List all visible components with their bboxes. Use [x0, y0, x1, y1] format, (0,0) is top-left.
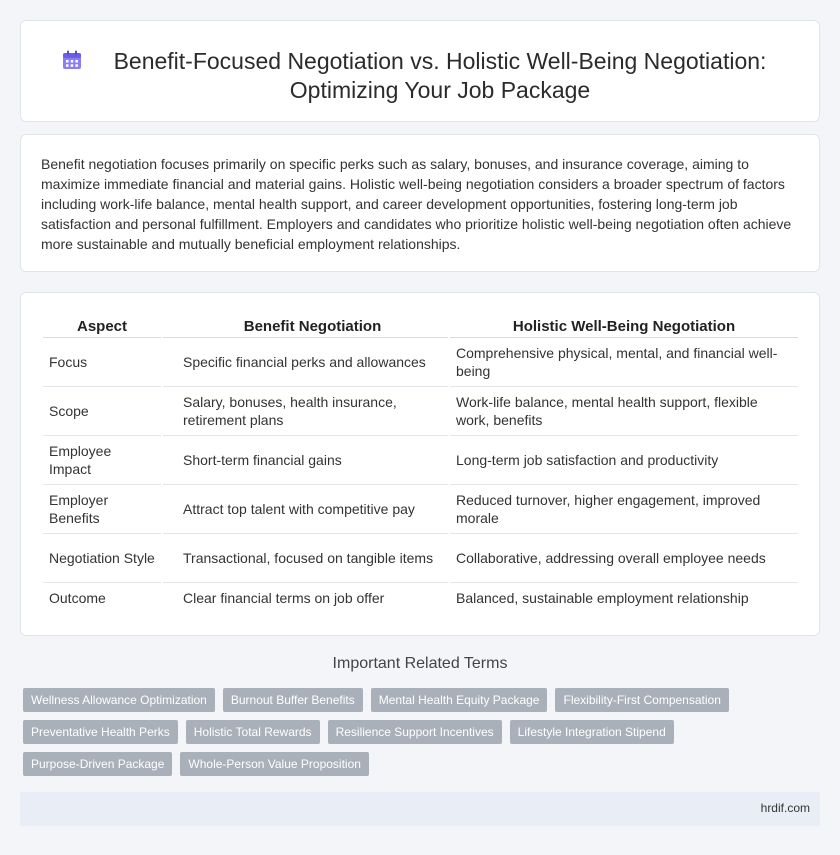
table-row — [43, 386, 798, 435]
related-term-tag[interactable]: Purpose-Driven Package — [23, 752, 172, 776]
intro-paragraph: Benefit negotiation focuses primarily on specific perks such as salary, bonuses, and insurance coverage, aiming to maximize immediate financial and material gains. Holistic well-being negotiation considers a broader spectrum of factors including work-life balance, mental health support, and career development opportunities, fostering long-term job satisfaction and personal fulfillment. Employers and candidates who prioritize holistic well-being negotiation often achieve more sustainable and mutually beneficial employment relationships. — [41, 156, 792, 252]
table-row — [43, 533, 798, 582]
calendar-icon — [61, 49, 83, 71]
header-holistic-negotiation: Holistic Well-Being Negotiation — [449, 317, 798, 337]
row-benefit: Clear financial terms on job offer — [162, 582, 449, 614]
row-aspect: Focus — [43, 337, 162, 386]
table-header-row — [43, 317, 798, 337]
row-benefit: Transactional, focused on tangible items — [162, 533, 449, 582]
related-term-tag[interactable]: Resilience Support Incentives — [328, 720, 502, 744]
row-holistic: Work-life balance, mental health support, flexible work, benefits — [449, 386, 798, 435]
table-row — [43, 582, 798, 614]
footer-site-link[interactable]: hrdif.com — [760, 801, 810, 815]
intro-card — [20, 134, 820, 272]
row-holistic: Reduced turnover, higher engagement, improved morale — [449, 484, 798, 533]
row-benefit: Salary, bonuses, health insurance, retirement plans — [162, 386, 449, 435]
row-holistic: Long-term job satisfaction and productivity — [449, 435, 798, 484]
related-term-tag[interactable]: Mental Health Equity Package — [371, 688, 548, 712]
table-row — [43, 435, 798, 484]
row-aspect: Scope — [43, 386, 162, 435]
related-term-tag[interactable]: Lifestyle Integration Stipend — [510, 720, 674, 744]
related-term-tag[interactable]: Flexibility-First Compensation — [555, 688, 728, 712]
table-row — [43, 337, 798, 386]
related-terms-title: Important Related Terms — [332, 655, 508, 672]
row-aspect: Negotiation Style — [43, 533, 162, 582]
row-aspect: Outcome — [49, 590, 106, 607]
related-term-tag[interactable]: Wellness Allowance Optimization — [23, 688, 215, 712]
row-benefit: Short-term financial gains — [162, 435, 449, 484]
comparison-table — [43, 317, 798, 614]
header-aspect: Aspect — [43, 317, 162, 337]
row-aspect: Employee Impact — [43, 435, 162, 484]
related-term-tag[interactable]: Burnout Buffer Benefits — [223, 688, 363, 712]
title-card — [20, 20, 820, 122]
row-holistic: Collaborative, addressing overall employee needs — [449, 533, 798, 582]
row-holistic: Comprehensive physical, mental, and financial well-being — [449, 337, 798, 386]
related-term-tag[interactable]: Holistic Total Rewards — [186, 720, 320, 744]
related-terms-list — [23, 688, 803, 776]
header-benefit-negotiation: Benefit Negotiation — [162, 317, 449, 337]
comparison-table-card — [20, 292, 820, 636]
related-term-tag[interactable]: Whole-Person Value Proposition — [180, 752, 369, 776]
related-term-tag[interactable]: Preventative Health Perks — [23, 720, 178, 744]
row-benefit: Specific financial perks and allowances — [162, 337, 449, 386]
row-holistic: Balanced, sustainable employment relationship — [449, 582, 798, 614]
row-aspect: Employer Benefits — [43, 484, 162, 533]
row-benefit: Attract top talent with competitive pay — [162, 484, 449, 533]
page-title: Benefit-Focused Negotiation vs. Holistic Well-Being Negotiation: Optimizing Your Job Package — [113, 48, 767, 103]
footer — [20, 792, 820, 826]
table-row — [43, 484, 798, 533]
